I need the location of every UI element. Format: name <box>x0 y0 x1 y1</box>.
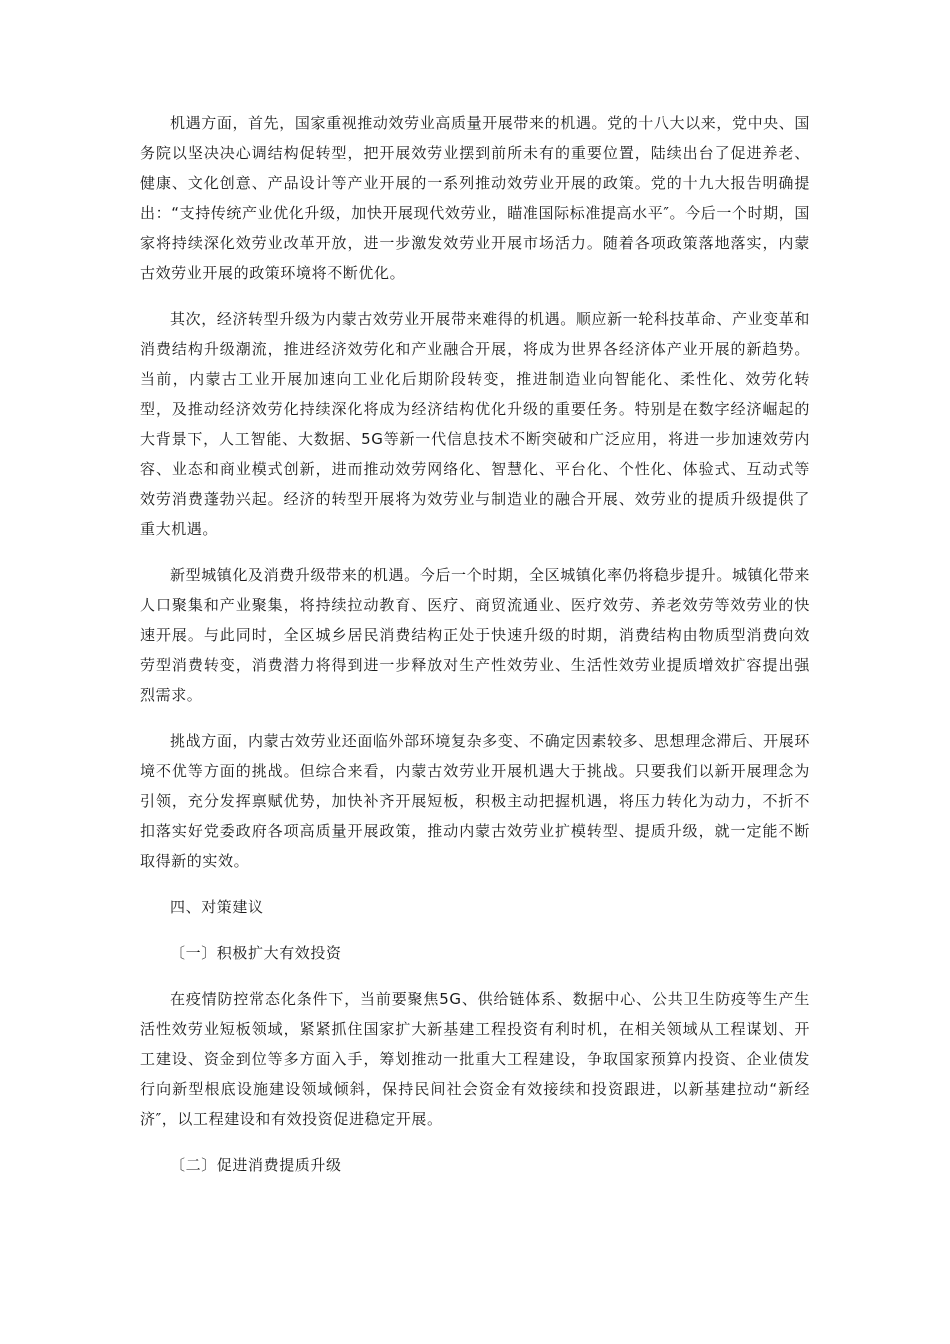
document-page <box>140 108 810 1196</box>
paragraph-opportunities-policy: 机遇方面，首先，国家重视推动效劳业高质量开展带来的机遇。党的十八大以来，党中央、国务院以坚决决心调结构促转型，把开展效劳业摆到前所未有的重要位置，陆续出台了促进养老、健康、文化创意、产品设计等产业开展的一系列推动效劳业开展的政策。党的十九大报告明确提出：“支持传统产业优化升级，加快开展现代效劳业，瞄准国际标准提高水平″。今后一个时期，国家将持续深化效劳业改革开放，进一步激发效劳业开展市场活力。随着各项政策落地落实，内蒙古效劳业开展的政策环境将不断优化。 <box>140 114 810 282</box>
paragraph-investment: 在疫情防控常态化条件下，当前要聚焦5G、供给链体系、数据中心、公共卫生防疫等生产生活性效劳业短板领域，紧紧抓住国家扩大新基建工程投资有利时机，在相关领域从工程谋划、开工建设、资金到位等多方面入手，筹划推动一批重大工程建设，争取国家预算内投资、企业债发行向新型根底设施建设领域倾斜，保持民间社会资金有效接续和投资跟进，以新基建拉动“新经济″，以工程建设和有效投资促进稳定开展。 <box>140 990 810 1128</box>
subsection-heading-investment: 〔一〕积极扩大有效投资 <box>170 944 342 962</box>
paragraph-challenges: 挑战方面，内蒙古效劳业还面临外部环境复杂多变、不确定因素较多、思想理念滞后、开展环境不优等方面的挑战。但综合来看，内蒙古效劳业开展机遇大于挑战。只要我们以新开展理念为引领，充分发挥禀赋优势，加快补齐开展短板，积极主动把握机遇，将压力转化为动力，不折不扣落实好党委政府各项高质量开展政策，推动内蒙古效劳业扩模转型、提质升级，就一定能不断取得新的实效。 <box>140 732 810 870</box>
paragraph-urbanization-consumption: 新型城镇化及消费升级带来的机遇。今后一个时期，全区城镇化率仍将稳步提升。城镇化带来人口聚集和产业聚集，将持续拉动教育、医疗、商贸流通业、医疗效劳、养老效劳等效劳业的快速开展。与此同时，全区城乡居民消费结构正处于快速升级的时期，消费结构由物质型消费向效劳型消费转变，消费潜力将得到进一步释放对生产性效劳业、生活性效劳业提质增效扩容提出强烈需求。 <box>140 566 810 704</box>
paragraph-economic-transformation: 其次，经济转型升级为内蒙古效劳业开展带来难得的机遇。顺应新一轮科技革命、产业变革和消费结构升级潮流，推进经济效劳化和产业融合开展，将成为世界各经济体产业开展的新趋势。当前，内蒙古工业开展加速向工业化后期阶段转变，推进制造业向智能化、柔性化、效劳化转型，及推动经济效劳化持续深化将成为经济结构优化升级的重要任务。特别是在数字经济崛起的大背景下，人工智能、大数据、5G等新一代信息技术不断突破和广泛应用，将进一步加速效劳内容、业态和商业模式创新，进而推动效劳网络化、智慧化、平台化、个性化、体验式、互动式等效劳消费蓬勃兴起。经济的转型开展将为效劳业与制造业的融合开展、效劳业的提质升级提供了重大机遇。 <box>140 310 810 538</box>
section-heading-recommendations: 四、对策建议 <box>170 898 264 916</box>
subsection-heading-consumption: 〔二〕促进消费提质升级 <box>170 1156 342 1174</box>
